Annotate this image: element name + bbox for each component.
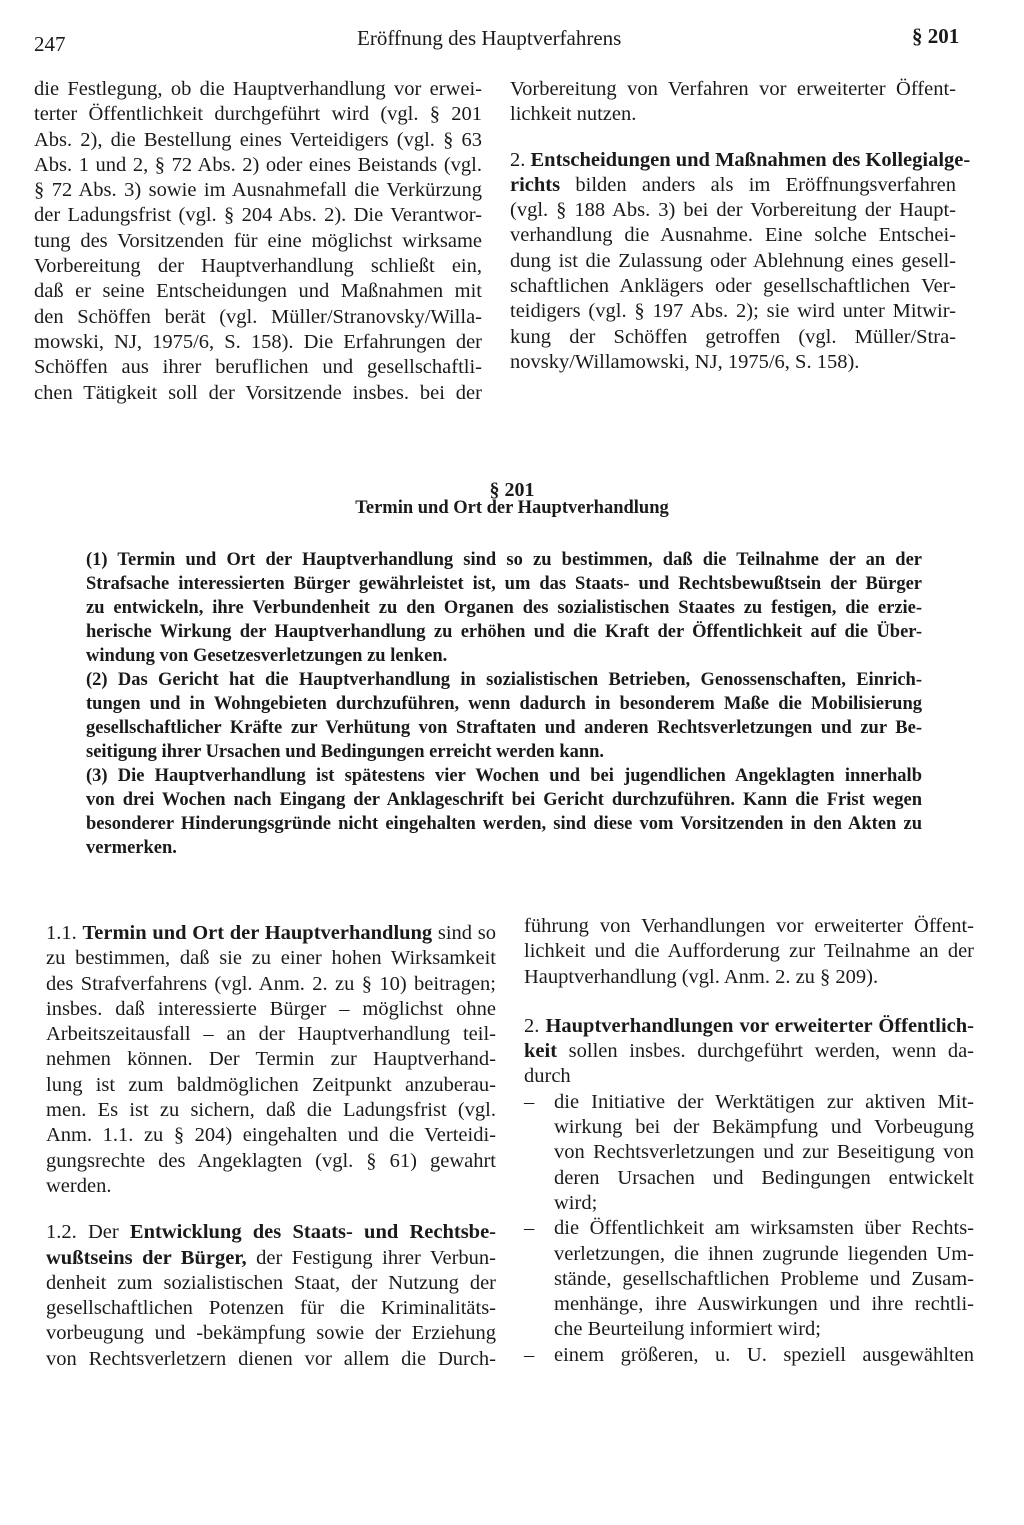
text-line: teidigers (vgl. § 197 Abs. 2); sie wird unter Mitwir- xyxy=(510,300,956,323)
dash-list-item xyxy=(524,1343,974,1368)
text-line: chen Tätigkeit soll der Vorsitzende insbes. bei der xyxy=(34,381,482,404)
text-line: (vgl. § 188 Abs. 3) bei der Vorbereitung der Haupt- xyxy=(510,199,956,222)
text-line: gungsrechte des Angeklagten (vgl. § 61) gewahrt xyxy=(46,1149,496,1172)
running-head: Eröffnung des Hauptverfahrens xyxy=(357,26,622,50)
bold-term: wußtseins der Bürger, xyxy=(46,1246,247,1269)
text-line: stände, gesellschaftlichen Probleme und Zusam- xyxy=(554,1267,974,1290)
para-number: 1.1. xyxy=(46,922,77,944)
text-line: von Rechtsverletzern dienen vor allem die Durch- xyxy=(46,1347,496,1370)
law-section-number: § 201 xyxy=(489,479,535,501)
page-header xyxy=(0,22,1024,56)
text-line: mowski, NJ, 1975/6, S. 158). Die Erfahrungen der xyxy=(34,330,482,353)
text-line: wirkung bei der Bekämpfung und Vorbeugung xyxy=(554,1116,974,1139)
top-right-column xyxy=(510,77,971,375)
law-line: (2) Das Gericht hat die Hauptverhandlung in sozialistischen Betrieben, Genossenschaften, Einrich- xyxy=(86,670,922,690)
text-line: werden. xyxy=(46,1174,112,1197)
text-line: einem größeren, u. U. speziell ausgewählten xyxy=(554,1343,974,1366)
law-line: besonderer Hinderungsgründe nicht eingehalten werden, sind diese vom Vorsitzenden in den Akten zu xyxy=(86,814,922,834)
law-line: Strafsache interessierten Bürger gewährleistet ist, um das Staats- und Rechtsbewußtsein der Bürger xyxy=(86,574,922,594)
text-fragment: sollen insbes. durchgeführt werden, wenn da- xyxy=(557,1040,974,1063)
text-line xyxy=(510,173,956,198)
text-line: die Öffentlichkeit am wirksamsten über Rechts- xyxy=(554,1217,974,1240)
para-number: 1.2. xyxy=(46,1221,77,1244)
text-line: Anm. 1.1. zu § 204) eingehalten und die Verteidi- xyxy=(46,1124,496,1147)
text-fragment: sind so xyxy=(432,922,496,944)
text-line: che Beurteilung informiert wird; xyxy=(554,1318,821,1341)
law-line: von drei Wochen nach Eingang der Anklageschrift bei Gericht durchzuführen. Kann die Frist wegen xyxy=(86,790,922,810)
law-line: tungen und in Wohngebieten durchzuführen, wenn dadurch in besonderem Maße die Mobilisierung xyxy=(86,694,922,714)
law-line: (3) Die Hauptverhandlung ist spätestens vier Wochen und bei jugendlichen Angeklagten innerhalb xyxy=(86,766,922,786)
text-line: verhandlung die Ausnahme. Eine solche Entschei- xyxy=(510,224,956,247)
law-line: vermerken. xyxy=(86,838,177,858)
law-title: Termin und Ort der Hauptverhandlung xyxy=(355,498,669,518)
text-line: durch xyxy=(524,1065,571,1088)
bottom-right-column xyxy=(524,914,974,1368)
law-text xyxy=(86,548,922,860)
text-line: menhänge, ihre Auswirkungen und ihre rechtli- xyxy=(554,1293,974,1316)
text-line: führung von Verhandlungen vor erweiterter Öffent- xyxy=(524,915,974,937)
dash-marker: – xyxy=(524,1343,535,1366)
text-line: des Strafverfahrens (vgl. Anm. 2. zu § 10) beitragen; xyxy=(46,972,496,995)
text-line: lung ist zum baldmöglichen Zeitpunkt anzuberau- xyxy=(46,1073,496,1096)
text-line: den Schöffen berät (vgl. Müller/Stranovsky/Willa- xyxy=(34,305,482,328)
law-line: windung von Gesetzesverletzungen zu lenken. xyxy=(86,646,448,666)
para-number: 2. xyxy=(524,1014,540,1037)
text-line: wird; xyxy=(554,1191,598,1214)
bold-term: richts xyxy=(510,173,561,196)
text-line: Schöffen aus ihrer beruflichen und gesellschaftli- xyxy=(34,356,482,379)
law-line: herische Wirkung der Hauptverhandlung zu erhöhen und die Kraft der Öffentlichkeit auf die Über- xyxy=(86,622,922,642)
dash-marker: – xyxy=(524,1217,535,1240)
bold-term: keit xyxy=(524,1040,558,1063)
text-line: tung des Vorsitzenden für eine möglichst wirksame xyxy=(34,229,482,252)
text-fragment: der Festigung ihrer Verbun- xyxy=(246,1246,496,1269)
text-line xyxy=(524,1039,974,1064)
text-line: Vorbereitung von Verfahren vor erweiterter Öffent- xyxy=(510,78,956,100)
text-line: Vorbereitung der Hauptverhandlung schließt ein, xyxy=(34,255,482,278)
law-line: seitigung ihrer Ursachen und Bedingungen erreicht werden kann. xyxy=(86,742,605,762)
text-line: terter Öffentlichkeit durchgeführt wird (vgl. § 201 xyxy=(34,103,482,126)
top-left-column xyxy=(34,77,482,406)
text-line: dung ist die Zulassung oder Ablehnung eines gesell- xyxy=(510,249,956,272)
text-line: die Initiative der Werktätigen zur aktiven Mit- xyxy=(554,1090,974,1113)
text-line: lichkeit nutzen. xyxy=(510,103,637,126)
dash-list-item xyxy=(524,1090,974,1216)
text-line: nehmen können. Der Termin zur Hauptverhand- xyxy=(46,1048,496,1071)
para-number: 2. xyxy=(510,148,526,171)
text-line: Hauptverhandlung (vgl. Anm. 2. zu § 209). xyxy=(524,965,879,988)
text-line xyxy=(510,148,971,173)
text-line: Arbeitszeitausfall – an der Hauptverhandlung teil- xyxy=(46,1023,496,1046)
bottom-left-column xyxy=(46,921,496,1372)
text-line: kung der Schöffen getroffen (vgl. Müller/Stra- xyxy=(510,325,956,348)
text-line: novsky/Willamowski, NJ, 1975/6, S. 158). xyxy=(510,350,860,373)
text-line: deren Ursachen und Bedingungen entwickelt xyxy=(554,1166,974,1189)
header-section: § 201 xyxy=(912,24,960,48)
text-line: der Ladungsfrist (vgl. § 204 Abs. 2). Die Verantwor- xyxy=(34,204,482,227)
text-line: men. Es ist zu sichern, daß die Ladungsfrist (vgl. xyxy=(46,1099,496,1122)
text-line xyxy=(46,921,496,946)
text-line: schaftlichen Anklägers oder gesellschaftlichen Ver- xyxy=(510,275,956,298)
dash-list-item xyxy=(524,1216,974,1342)
text-line: Abs. 2), die Bestellung eines Verteidigers (vgl. § 63 xyxy=(34,128,482,151)
text-line xyxy=(524,1014,974,1039)
bold-term: Hauptverhandlungen vor erweiterter Öffentlich- xyxy=(545,1014,974,1037)
law-line: zu entwickeln, ihre Verbundenheit zu den Organen des sozialistischen Staates zu festigen, die erzie- xyxy=(86,598,922,618)
text-line: zu bestimmen, daß sie zu einer hohen Wirksamkeit xyxy=(46,947,496,970)
text-line: § 72 Abs. 3) sowie im Ausnahmefall die Verkürzung xyxy=(34,179,482,202)
text-line: verletzungen, die ihnen zugrunde liegenden Um- xyxy=(554,1242,974,1265)
text-fragment: Der xyxy=(76,1221,130,1244)
text-line: daß er seine Entscheidungen und Maßnahmen mit xyxy=(34,280,482,303)
text-line: Abs. 1 und 2, § 72 Abs. 2) oder eines Beistands (vgl. xyxy=(34,153,482,176)
text-line: vorbeugung und -bekämpfung sowie der Erziehung xyxy=(46,1322,496,1345)
bold-term: Entwicklung des Staats- und Rechtsbe- xyxy=(129,1221,496,1244)
law-line: (1) Termin und Ort der Hauptverhandlung sind so zu bestimmen, daß die Teilnahme der an der xyxy=(86,550,922,570)
text-line xyxy=(46,1246,496,1271)
text-line: von Rechtsverletzungen und zur Beseitigung von xyxy=(554,1141,974,1164)
law-line: gesellschaftlicher Kräfte zur Verhütung von Straftaten und anderen Rechtsverletzungen und zur Be- xyxy=(86,718,922,738)
text-line: die Festlegung, ob die Hauptverhandlung vor erwei- xyxy=(34,78,482,100)
text-line xyxy=(46,1220,496,1245)
text-line: lichkeit und die Aufforderung zur Teilnahme an der xyxy=(524,940,974,963)
text-fragment: bilden anders als im Eröffnungsverfahren xyxy=(560,173,956,196)
text-line: gesellschaftlichen Potenzen für die Kriminalitäts- xyxy=(46,1297,496,1320)
bold-term: Entscheidungen und Maßnahmen des Kollegialge- xyxy=(530,148,971,171)
bold-term: Termin und Ort der Hauptverhandlung xyxy=(82,922,433,944)
dash-marker: – xyxy=(524,1090,535,1113)
page-number: 247 xyxy=(34,32,66,56)
text-line: insbes. daß interessierte Bürger – möglichst ohne xyxy=(46,997,496,1020)
text-line: denheit zum sozialistischen Staat, der Nutzung der xyxy=(46,1271,496,1294)
